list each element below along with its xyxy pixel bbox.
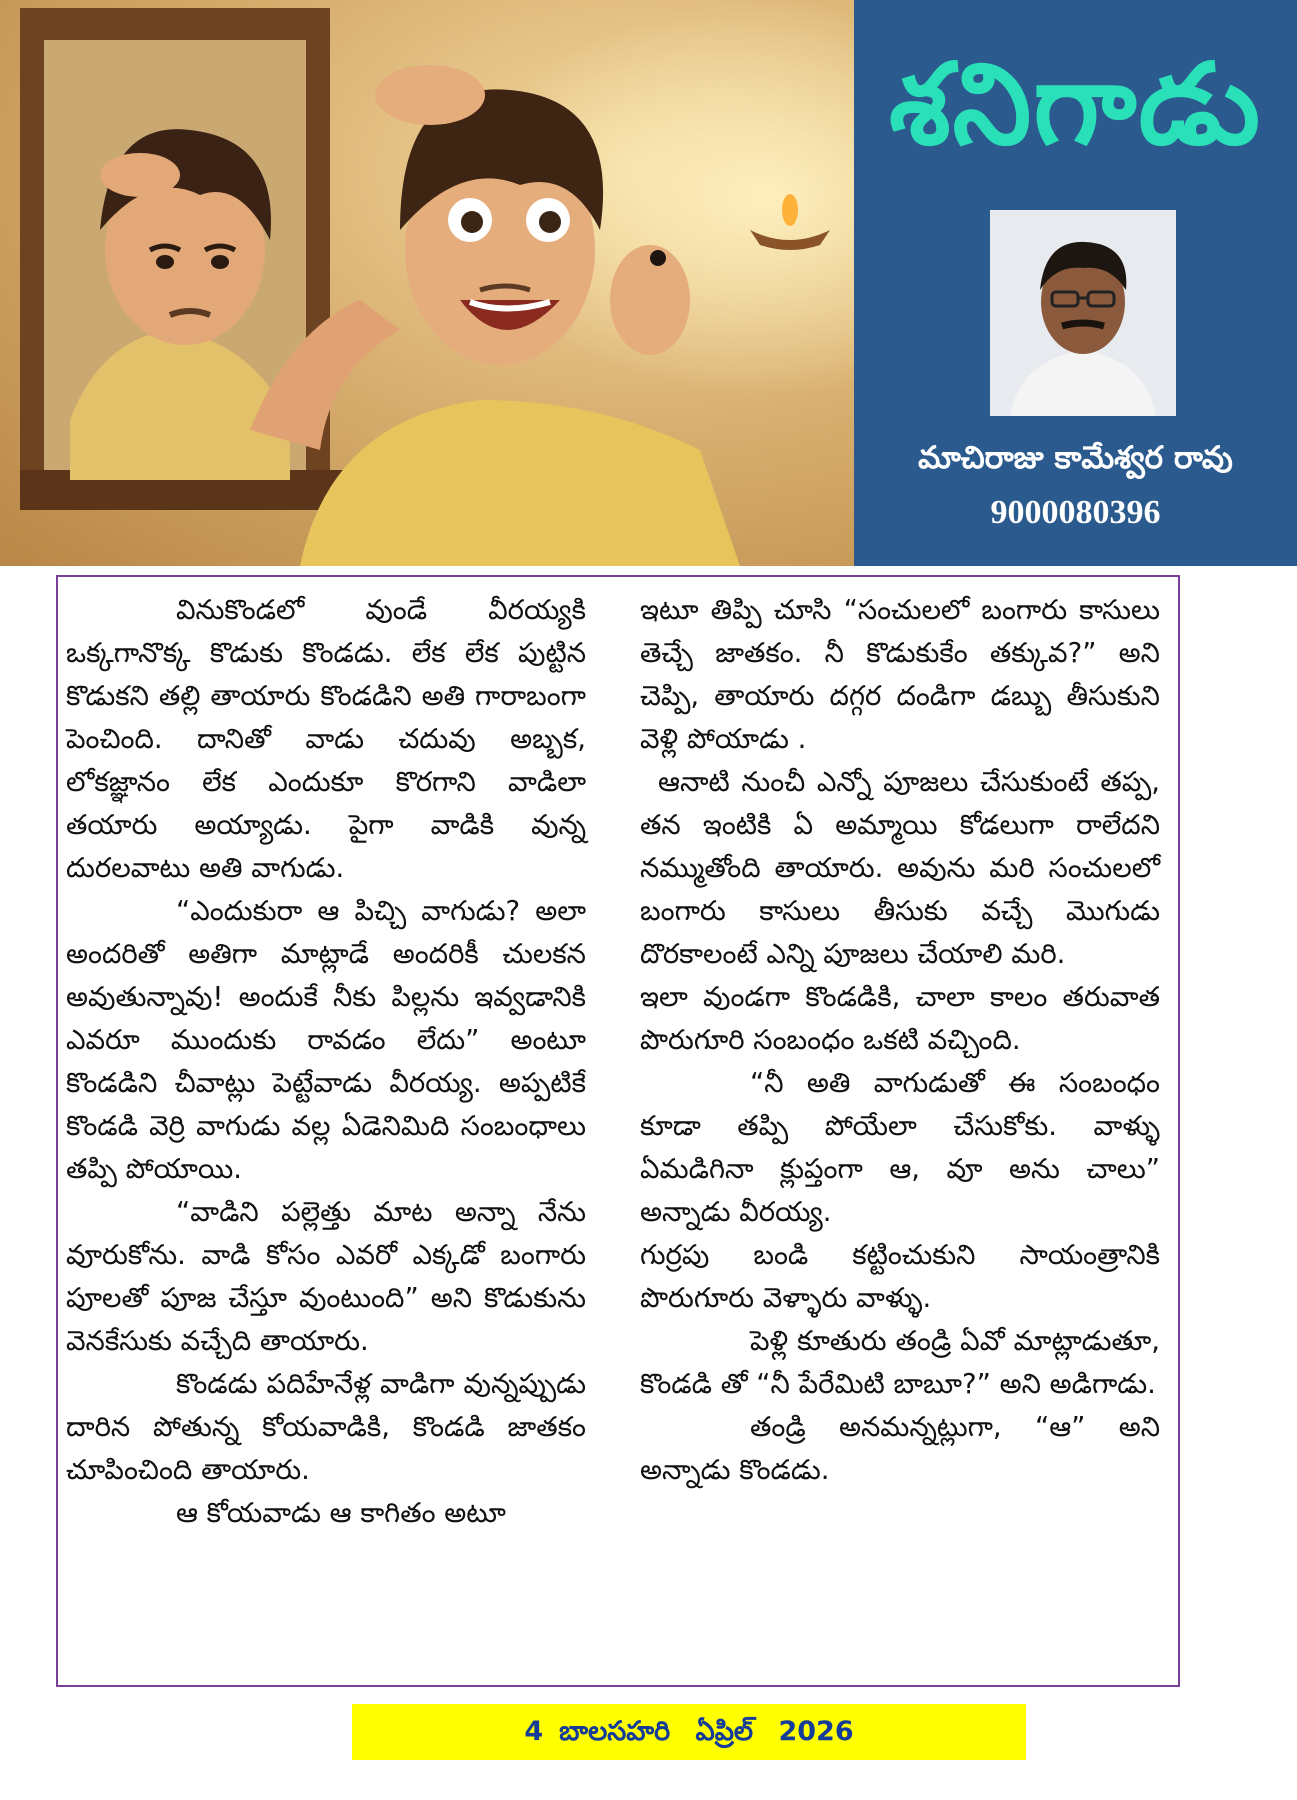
issue-year: 2026	[778, 1716, 854, 1747]
paragraph: వినుకొండలో వుండే వీరయ్యకి ఒక్కగానొక్క కొడుకు కొండడు. లేక లేక పుట్టిన కొడుకని తల్లి తాయారు కొండడిని అతి గారాబంగా పెంచింది. దానితో వాడు చదువు అబ్బక, లోకజ్ఞానం లేక ఎందుకూ కొరగాని వాడిలా తయారు అయ్యాడు. పైగా వాడికి వున్న దురలవాటు అతి వాగుడు.	[66, 594, 586, 884]
paragraph: తండ్రి అనమన్నట్లుగా, “ఆ” అని అన్నాడు కొండడు.	[640, 1411, 1160, 1486]
story-title: శనిగాడు	[888, 40, 1262, 170]
author-phone: 9000080396	[990, 494, 1161, 531]
paragraph: ఇలా వుండగా కొండడికి, చాలా కాలం తరువాత పొరుగూరి సంబంధం ఒకటి వచ్చింది.	[640, 981, 1160, 1056]
author-photo	[990, 210, 1176, 416]
story-illustration	[0, 0, 854, 566]
paragraph: కొండడు పదిహేనేళ్ల వాడిగా వున్నప్పుడు దారిన పోతున్న కోయవాడికి, కొండడి జాతకం చూపించింది తాయారు.	[66, 1368, 586, 1486]
author-name: మాచిరాజు కామేశ్వర రావు	[918, 440, 1233, 476]
title-panel	[854, 0, 1297, 566]
magazine-name: బాలసహరి	[559, 1716, 671, 1747]
issue-month: ఏప్రిల్	[695, 1716, 754, 1747]
story-frame	[56, 575, 1180, 1687]
paragraph: ఆ కోయవాడు ఆ కాగితం అటూ	[176, 1497, 506, 1529]
paragraph: “ఎందుకురా ఆ పిచ్చి వాగుడు? అలా అందరితో అతిగా మాట్లాడే అందరికీ చులకన అవుతున్నావు! అందుకే నీకు పిల్లను ఇవ్వడానికి ఎవరూ ముందుకు రావడం లేదు” అంటూ కొండడిని చీవాట్లు పెట్టేవాడు వీరయ్య. అప్పటికే కొండడి వెర్రి వాగుడు వల్ల ఏడెనిమిది సంబంధాలు తప్పి పోయాయి.	[66, 895, 586, 1185]
paragraph: “వాడిని పల్లెత్తు మాట అన్నా నేను వూరుకోను. వాడి కోసం ఎవరో ఎక్కడో బంగారు పూలతో పూజ చేస్తూ వుంటుంది” అని కొడుకును వెనకేసుకు వచ్చేది తాయారు.	[66, 1196, 586, 1357]
paragraph: ఆనాటి నుంచీ ఎన్నో పూజలు చేసుకుంటే తప్ప, తన ఇంటికి ఏ అమ్మాయి కోడలుగా రాలేదని నమ్ముతోంది తాయారు. అవును మరి సంచులలో బంగారు కాసులు తీసుకు వచ్చే మొగుడు దొరకాలంటే ఎన్ని పూజలు చేయాలి మరి.	[640, 766, 1160, 970]
story-column-right	[640, 589, 1160, 1492]
page-footer	[352, 1704, 1026, 1760]
paragraph: “నీ అతి వాగుడుతో ఈ సంబంధం కూడా తప్పి పోయేలా చేసుకోకు. వాళ్ళు ఏమడిగినా క్లుప్తంగా ఆ, వూ అను చాలు” అన్నాడు వీరయ్య.	[640, 1067, 1160, 1228]
paragraph: గుర్రపు బండి కట్టించుకుని సాయంత్రానికి పొరుగూరు వెళ్ళారు వాళ్ళు.	[640, 1239, 1160, 1314]
page-number: 4	[524, 1716, 544, 1747]
paragraph: పెళ్లి కూతురు తండ్రి ఏవో మాట్లాడుతూ, కొండడి తో “నీ పేరేమిటి బాబూ?” అని అడిగాడు.	[640, 1325, 1160, 1400]
paragraph: ఇటూ తిప్పి చూసి “సంచులలో బంగారు కాసులు తెచ్చే జాతకం. నీ కొడుకుకేం తక్కువ?” అని చెప్పి, తాయారు దగ్గర దండిగా డబ్బు తీసుకుని వెళ్లి పోయాడు .	[640, 594, 1160, 755]
story-column-left	[66, 589, 586, 1535]
